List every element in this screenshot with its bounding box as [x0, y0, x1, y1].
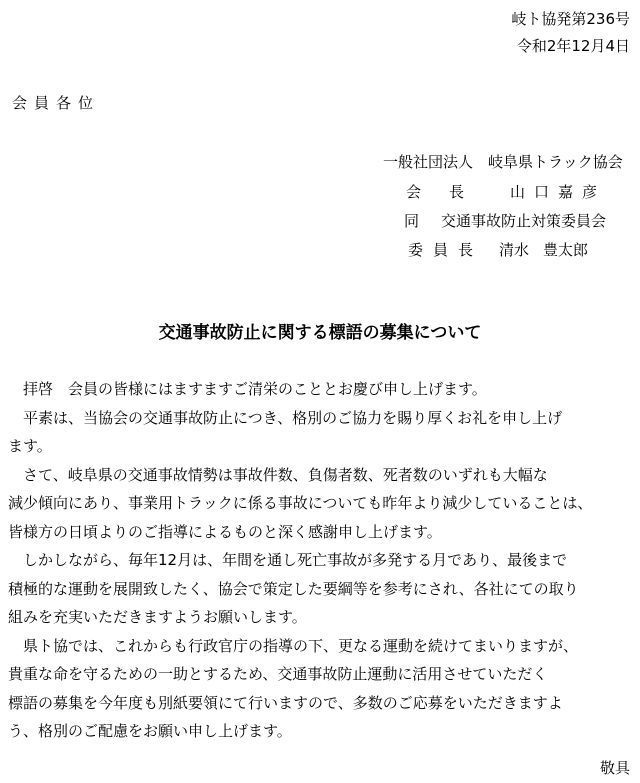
sender-chair — [408, 235, 588, 265]
body-line: 積極的な運動を展開致したく、協会で策定した要綱等を参考にされ、各社にての取り — [8, 579, 579, 598]
body-line: さて、岐阜県の交通事故情勢は事故件数、負傷者数、死者数のいずれも大幅な — [8, 465, 548, 484]
chair-family-name: 清水 — [499, 241, 530, 259]
body-line: 皆様方の日頃よりのご指導によるものと深く感謝申し上げます。 — [8, 522, 442, 541]
letter-body — [8, 375, 634, 746]
body-line: 組みを充実いただきますようお願いします。 — [8, 608, 307, 626]
body-line: 減少傾向にあり、事業用トラックに係る事故についても昨年より減少していることは、 — [8, 494, 593, 512]
body-line: 標語の募集を今年度も別紙要領にて行いますので、多数のご応募をいただきますよ — [8, 693, 563, 712]
body-line: 拝啓 会員の皆様にはますますご清栄のこととお慶び申し上げます。 — [8, 380, 487, 398]
president-role: 会長 — [406, 183, 493, 201]
subject-title: 交通事故防止に関する標語の募集について — [158, 323, 482, 343]
sender-organization: 一般社団法人 岐阜県トラック協会 — [383, 153, 623, 171]
reference-block — [511, 6, 630, 60]
body-line: ます。 — [8, 437, 52, 455]
body-line: 貴重な命を守るための一助とするため、交通事故防止運動に活用させていただく — [8, 665, 548, 683]
closing-phrase: 敬具 — [599, 759, 630, 777]
reference-number: 岐ト協発第236号 — [511, 10, 630, 28]
body-line: 平素は、当協会の交通事故防止につき、格別のご協力を賜り厚くお礼を申し上げ — [8, 408, 563, 427]
recipient: 会員各位 — [12, 94, 101, 112]
issue-date: 令和2年12月4日 — [516, 37, 630, 55]
chair-given-name: 豊太郎 — [543, 241, 589, 259]
body-line: 県ト協では、これからも行政官庁の指導の下、更なる運動を続けてまいりますが、 — [8, 636, 579, 655]
body-line: う、格別のご配慮をお願い申し上げます。 — [8, 722, 292, 740]
committee-prefix: 同 — [404, 212, 420, 230]
sender-president — [406, 177, 606, 207]
committee-name: 交通事故防止対策委員会 — [441, 212, 607, 230]
body-line: しかしながら、毎年12月は、年間を通し死亡事故が多発する月であり、最後まで — [8, 551, 568, 569]
chair-role: 委員長 — [408, 241, 484, 259]
president-name: 山口嘉彦 — [510, 183, 607, 201]
sender-committee — [404, 206, 606, 236]
